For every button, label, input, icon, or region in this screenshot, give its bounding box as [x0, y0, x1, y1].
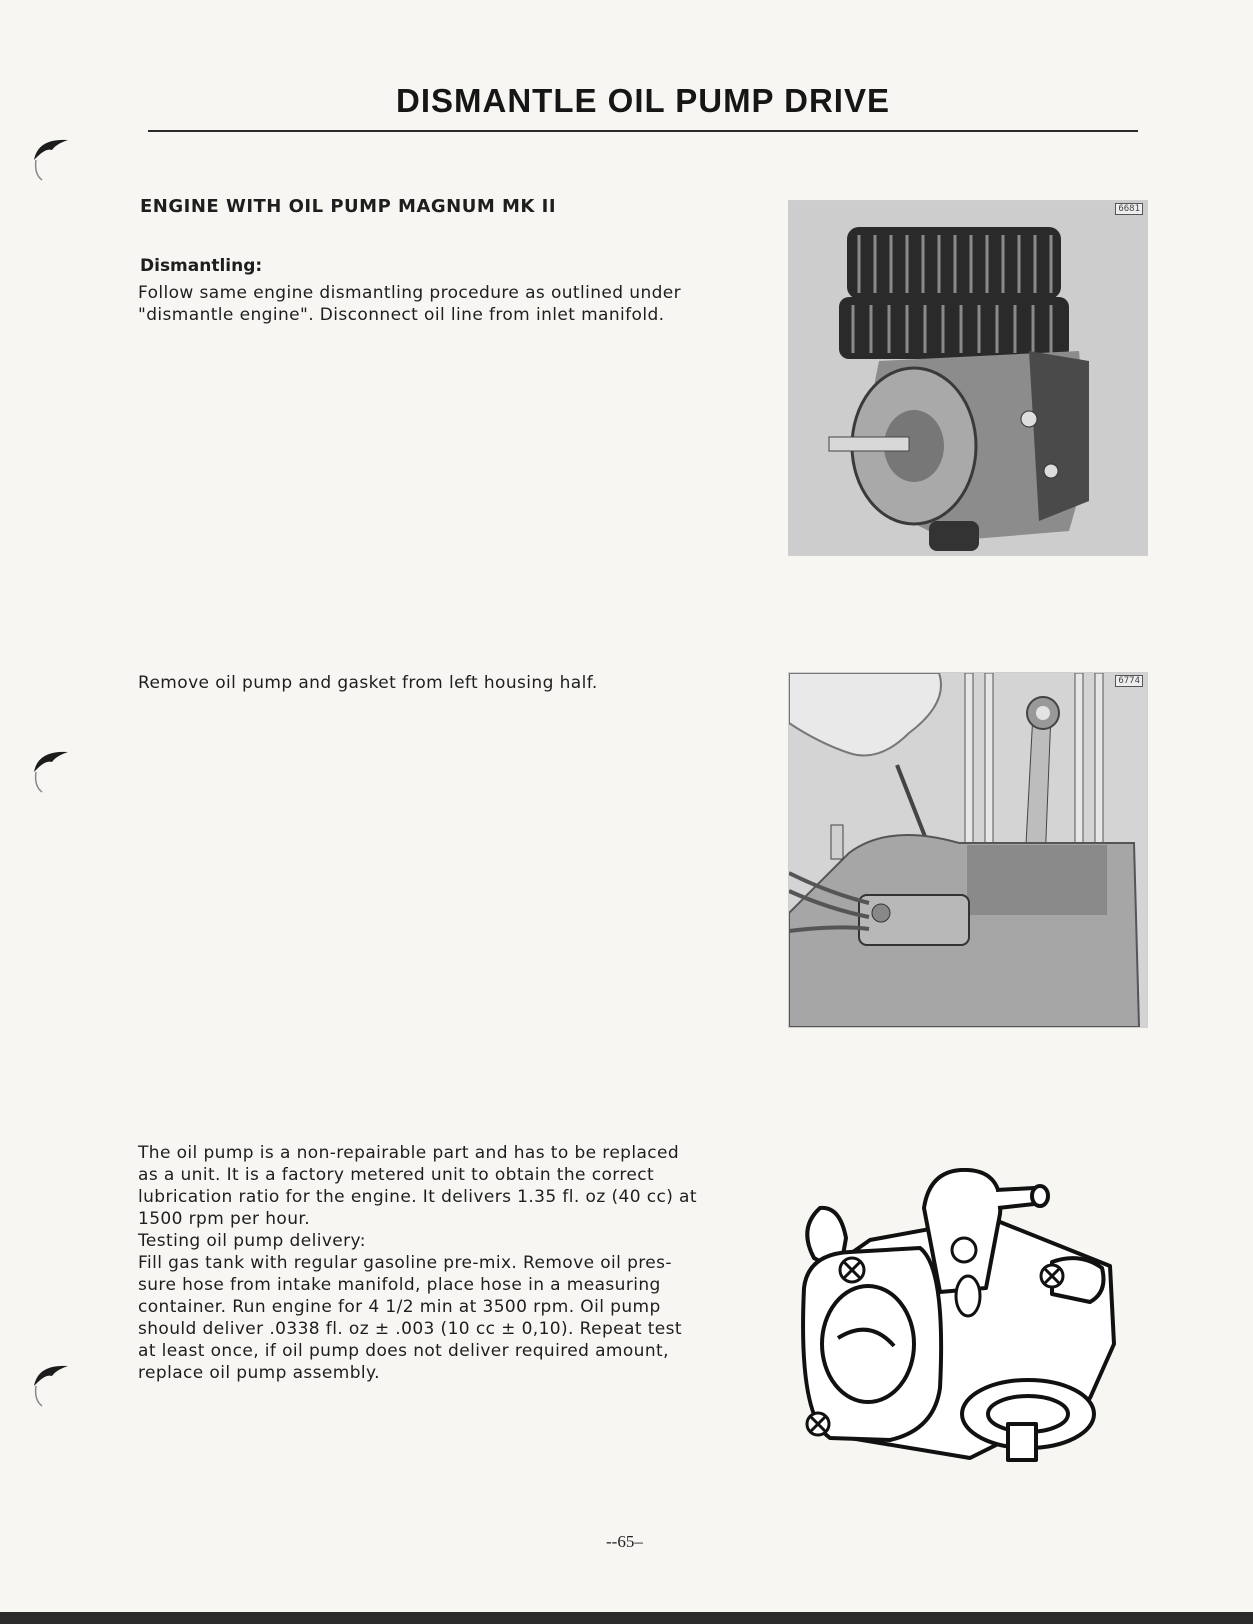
remove-pump-paragraph: Remove oil pump and gasket from left housing half.: [138, 673, 598, 693]
text-line: The oil pump is a non-repairable part and has to be replaced: [138, 1143, 680, 1163]
text-line: 1500 rpm per hour.: [138, 1209, 311, 1229]
text-line: container. Run engine for 4 1/2 min at 3500 rpm. Oil pump: [138, 1297, 661, 1317]
dismantling-paragraph: [138, 282, 722, 326]
text-line: replace oil pump assembly.: [138, 1363, 380, 1383]
page-title: DISMANTLE OIL PUMP DRIVE: [396, 82, 890, 119]
text-line: Fill gas tank with regular gasoline pre-mix. Remove oil pres-: [138, 1253, 672, 1273]
photo-reference-number: 6774: [1115, 675, 1143, 687]
dismantling-label: Dismantling:: [140, 256, 263, 276]
binder-hole-mark-bottom: [28, 1356, 82, 1410]
photo-reference-number: 6681: [1115, 203, 1143, 215]
binder-hole-mark-middle: [28, 742, 82, 796]
page-number: --65–: [606, 1532, 643, 1551]
text-line: Follow same engine dismantling procedure as outlined under: [138, 283, 682, 303]
oil-pump-paragraph: [138, 1142, 722, 1384]
title-rule: [148, 130, 1138, 132]
engine-photo: [788, 200, 1148, 556]
binder-hole-mark-top: [28, 130, 82, 184]
housing-photo: [788, 672, 1148, 1028]
housing-illustration: [789, 673, 1147, 1027]
engine-illustration: [789, 201, 1147, 555]
section-heading: ENGINE WITH OIL PUMP MAGNUM MK II: [140, 196, 557, 217]
scan-bottom-edge: [0, 1612, 1253, 1624]
text-line: as a unit. It is a factory metered unit to obtain the correct: [138, 1165, 655, 1185]
text-line: "dismantle engine". Disconnect oil line from inlet manifold.: [138, 305, 665, 325]
text-line: should deliver .0338 fl. oz ± .003 (10 cc ± 0,10). Repeat test: [138, 1319, 682, 1339]
text-line: at least once, if oil pump does not deliver required amount,: [138, 1341, 669, 1361]
text-line: lubrication ratio for the engine. It delivers 1.35 fl. oz (40 cc) at: [138, 1187, 697, 1207]
oil-pump-drawing: [790, 1168, 1142, 1484]
text-line: Testing oil pump delivery:: [138, 1231, 366, 1251]
text-line: sure hose from intake manifold, place hose in a measuring: [138, 1275, 661, 1295]
